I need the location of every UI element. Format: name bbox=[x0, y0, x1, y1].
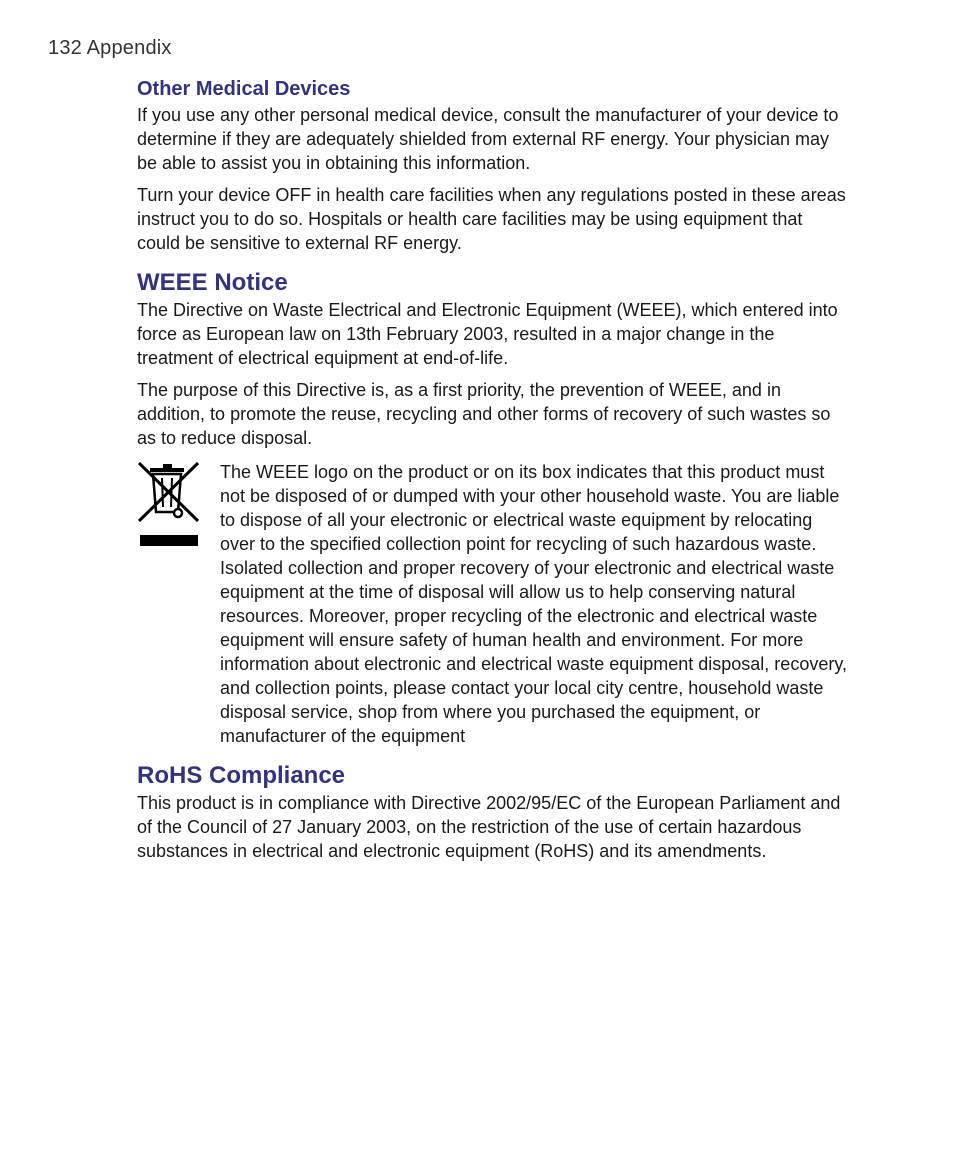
section-weee-notice bbox=[137, 268, 849, 748]
section-other-medical-devices bbox=[137, 76, 849, 255]
page-content bbox=[137, 76, 849, 863]
paragraph: The purpose of this Directive is, as a first priority, the prevention of WEEE, and in addition, to promote the reuse, recycling and other forms of recovery of such wastes so as to reduce disposal. bbox=[137, 380, 831, 448]
paragraph: The WEEE logo on the product or on its box indicates that this product must not be disposed of or dumped with your other household waste. You are liable to dispose of all your electronic or electrical waste equipment by relocating over to the specified collection point for recycling of such hazardous waste. Isolated collection and proper recovery of your electronic and electrical waste equipment at the time of disposal will allow us to help conserving natural resources. Moreover, proper recycling of the electronic and electrical waste equipment will ensure safety of human health and environment. For more information about electronic and electrical waste equipment disposal, recovery, and collection points, please contact your local city centre, household waste disposal service, shop from where you purchased the equipment, or manufacturer of the equipment bbox=[220, 462, 847, 746]
section-title: RoHS Compliance bbox=[137, 762, 346, 789]
paragraph: If you use any other personal medical device, consult the manufacturer of your device to determine if they are adequately shielded from external RF energy. Your physician may be able to assist you in obtaining this information. bbox=[137, 105, 839, 173]
page-header: 132 Appendix bbox=[48, 37, 172, 59]
paragraph: The Directive on Waste Electrical and Electronic Equipment (WEEE), which entered into force as European law on 13th February 2003, resulted in a major change in the treatment of electrical equipment at end-of-life. bbox=[137, 300, 838, 368]
section-rohs-compliance bbox=[137, 761, 849, 863]
section-title: WEEE Notice bbox=[137, 269, 288, 296]
paragraph: Turn your device OFF in health care facilities when any regulations posted in these areas instruct you to do so. Hospitals or health care facilities may be using equipment that could be sensitive to external RF energy. bbox=[137, 185, 846, 253]
paragraph: This product is in compliance with Directive 2002/95/EC of the European Parliament and of the Council of 27 January 2003, on the restriction of the use of certain hazardous substances in electrical and electronic equipment (RoHS) and its amendments. bbox=[137, 793, 841, 861]
section-title: Other Medical Devices bbox=[137, 78, 351, 100]
weee-logo-block bbox=[137, 460, 849, 748]
crossed-out-wheelie-bin-icon bbox=[137, 460, 220, 748]
